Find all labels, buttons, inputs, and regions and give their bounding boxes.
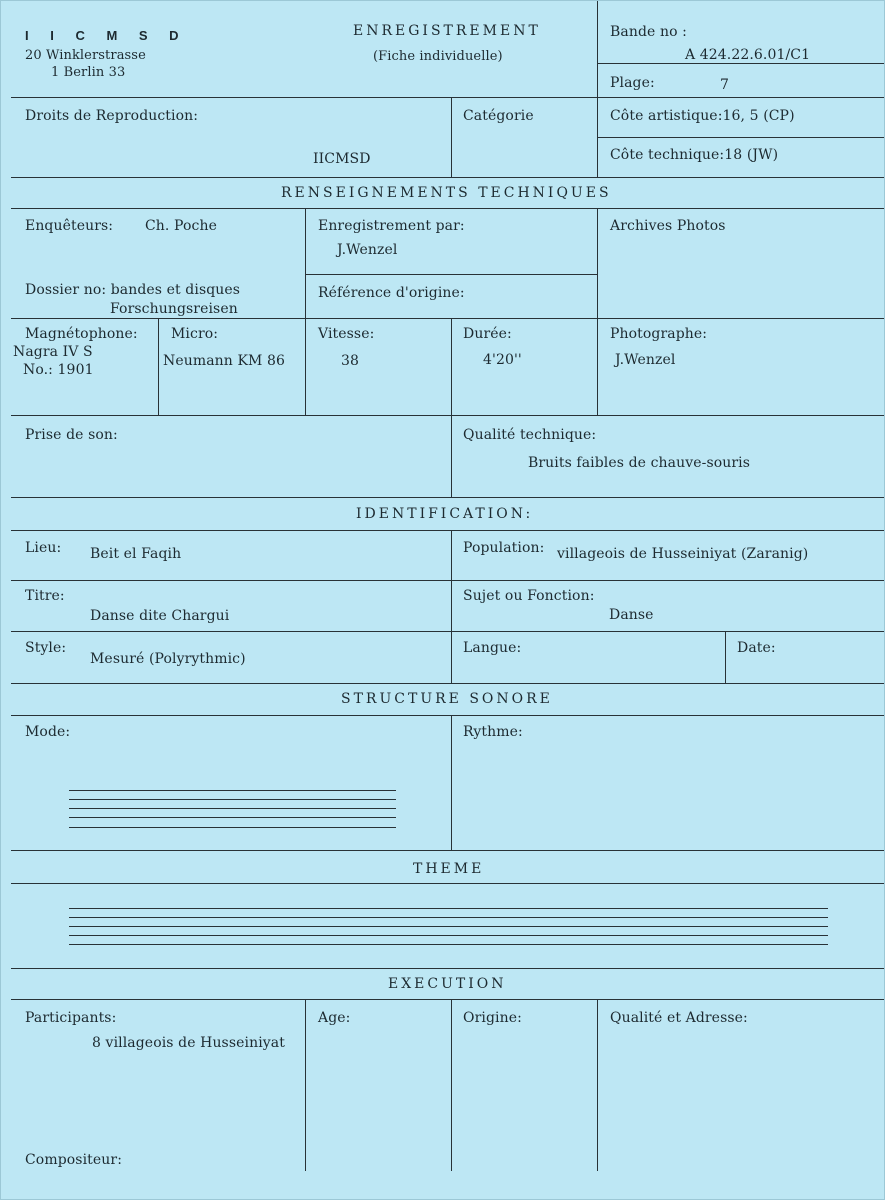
cote-artistique [610, 108, 795, 124]
photographe-value: J.Wenzel [615, 352, 676, 368]
categorie-label: Catégorie [463, 108, 534, 124]
magnetophone-label: Magnétophone: [25, 326, 138, 342]
archives-label: Archives Photos [610, 218, 726, 234]
lieu-label: Lieu: [25, 540, 62, 556]
section-identification: IDENTIFICATION: [356, 506, 534, 522]
sujet-value: Danse [609, 607, 654, 623]
style-label: Style: [25, 640, 67, 656]
form-subtitle: (Fiche individuelle) [373, 49, 503, 64]
participants-value: 8 villageois de Husseiniyat [92, 1035, 285, 1051]
enregistrement-label: Enregistrement par: [318, 218, 465, 234]
population-value: villageois de Husseiniyat (Zaranig) [557, 546, 809, 562]
org-name: I I C M S D [25, 28, 188, 43]
form-title: ENREGISTREMENT [353, 23, 541, 39]
compositeur-label: Compositeur: [25, 1152, 123, 1168]
magnetophone-no: No.: 1901 [23, 362, 94, 378]
date-label: Date: [737, 640, 776, 656]
enqueteurs-label: Enquêteurs: [25, 218, 114, 234]
participants-label: Participants: [25, 1010, 117, 1026]
age-label: Age: [318, 1010, 351, 1026]
micro-value: Neumann KM 86 [163, 353, 286, 369]
rythme-label: Rythme: [463, 724, 523, 740]
plage-value: 7 [720, 77, 730, 93]
titre-label: Titre: [25, 588, 65, 604]
bande-label: Bande no : [610, 24, 687, 40]
qualite-label: Qualité technique: [463, 427, 597, 443]
cote-technique-value: 18 (JW) [724, 147, 779, 163]
dossier-label: Dossier no: bandes et disques [25, 282, 241, 298]
qualite-value: Bruits faibles de chauve-souris [528, 455, 751, 471]
cote-artistique-value: 16, 5 (CP) [722, 108, 795, 124]
org-city: 1 Berlin 33 [51, 65, 126, 80]
enqueteurs-value: Ch. Poche [145, 218, 217, 234]
dossier-value: Forschungsreisen [110, 301, 238, 317]
droits-label: Droits de Reproduction: [25, 108, 199, 124]
lieu-value: Beit el Faqih [90, 546, 182, 562]
photographe-label: Photographe: [610, 326, 708, 342]
org-street: 20 Winklerstrasse [25, 48, 146, 63]
langue-label: Langue: [463, 640, 522, 656]
population-label: Population: [463, 540, 545, 556]
cote-artistique-label: Côte artistique: [610, 108, 723, 124]
vitesse-value: 38 [341, 353, 360, 369]
mode-label: Mode: [25, 724, 71, 740]
cote-technique-label: Côte technique: [610, 147, 725, 163]
titre-value: Danse dite Chargui [90, 608, 230, 624]
section-technique: RENSEIGNEMENTS TECHNIQUES [281, 185, 612, 201]
section-structure: STRUCTURE SONORE [341, 691, 553, 707]
origine-label: Origine: [463, 1010, 522, 1026]
prise-label: Prise de son: [25, 427, 118, 443]
section-execution: EXECUTION [388, 976, 507, 992]
reference-label: Référence d'origine: [318, 285, 465, 301]
droits-value: IICMSD [313, 151, 371, 167]
cote-technique [610, 147, 778, 163]
micro-label: Micro: [171, 326, 219, 342]
section-theme: THEME [413, 861, 485, 877]
duree-label: Durée: [463, 326, 512, 342]
duree-value: 4'20'' [483, 352, 522, 368]
sujet-label: Sujet ou Fonction: [463, 588, 595, 604]
vitesse-label: Vitesse: [318, 326, 375, 342]
style-value: Mesuré (Polyrythmic) [90, 651, 246, 667]
bande-value: A 424.22.6.01/C1 [685, 47, 811, 63]
magnetophone-value: Nagra IV S [13, 344, 93, 360]
enregistrement-value: J.Wenzel [337, 242, 398, 258]
plage-label: Plage: [610, 75, 655, 91]
qualite-adresse-label: Qualité et Adresse: [610, 1010, 748, 1026]
